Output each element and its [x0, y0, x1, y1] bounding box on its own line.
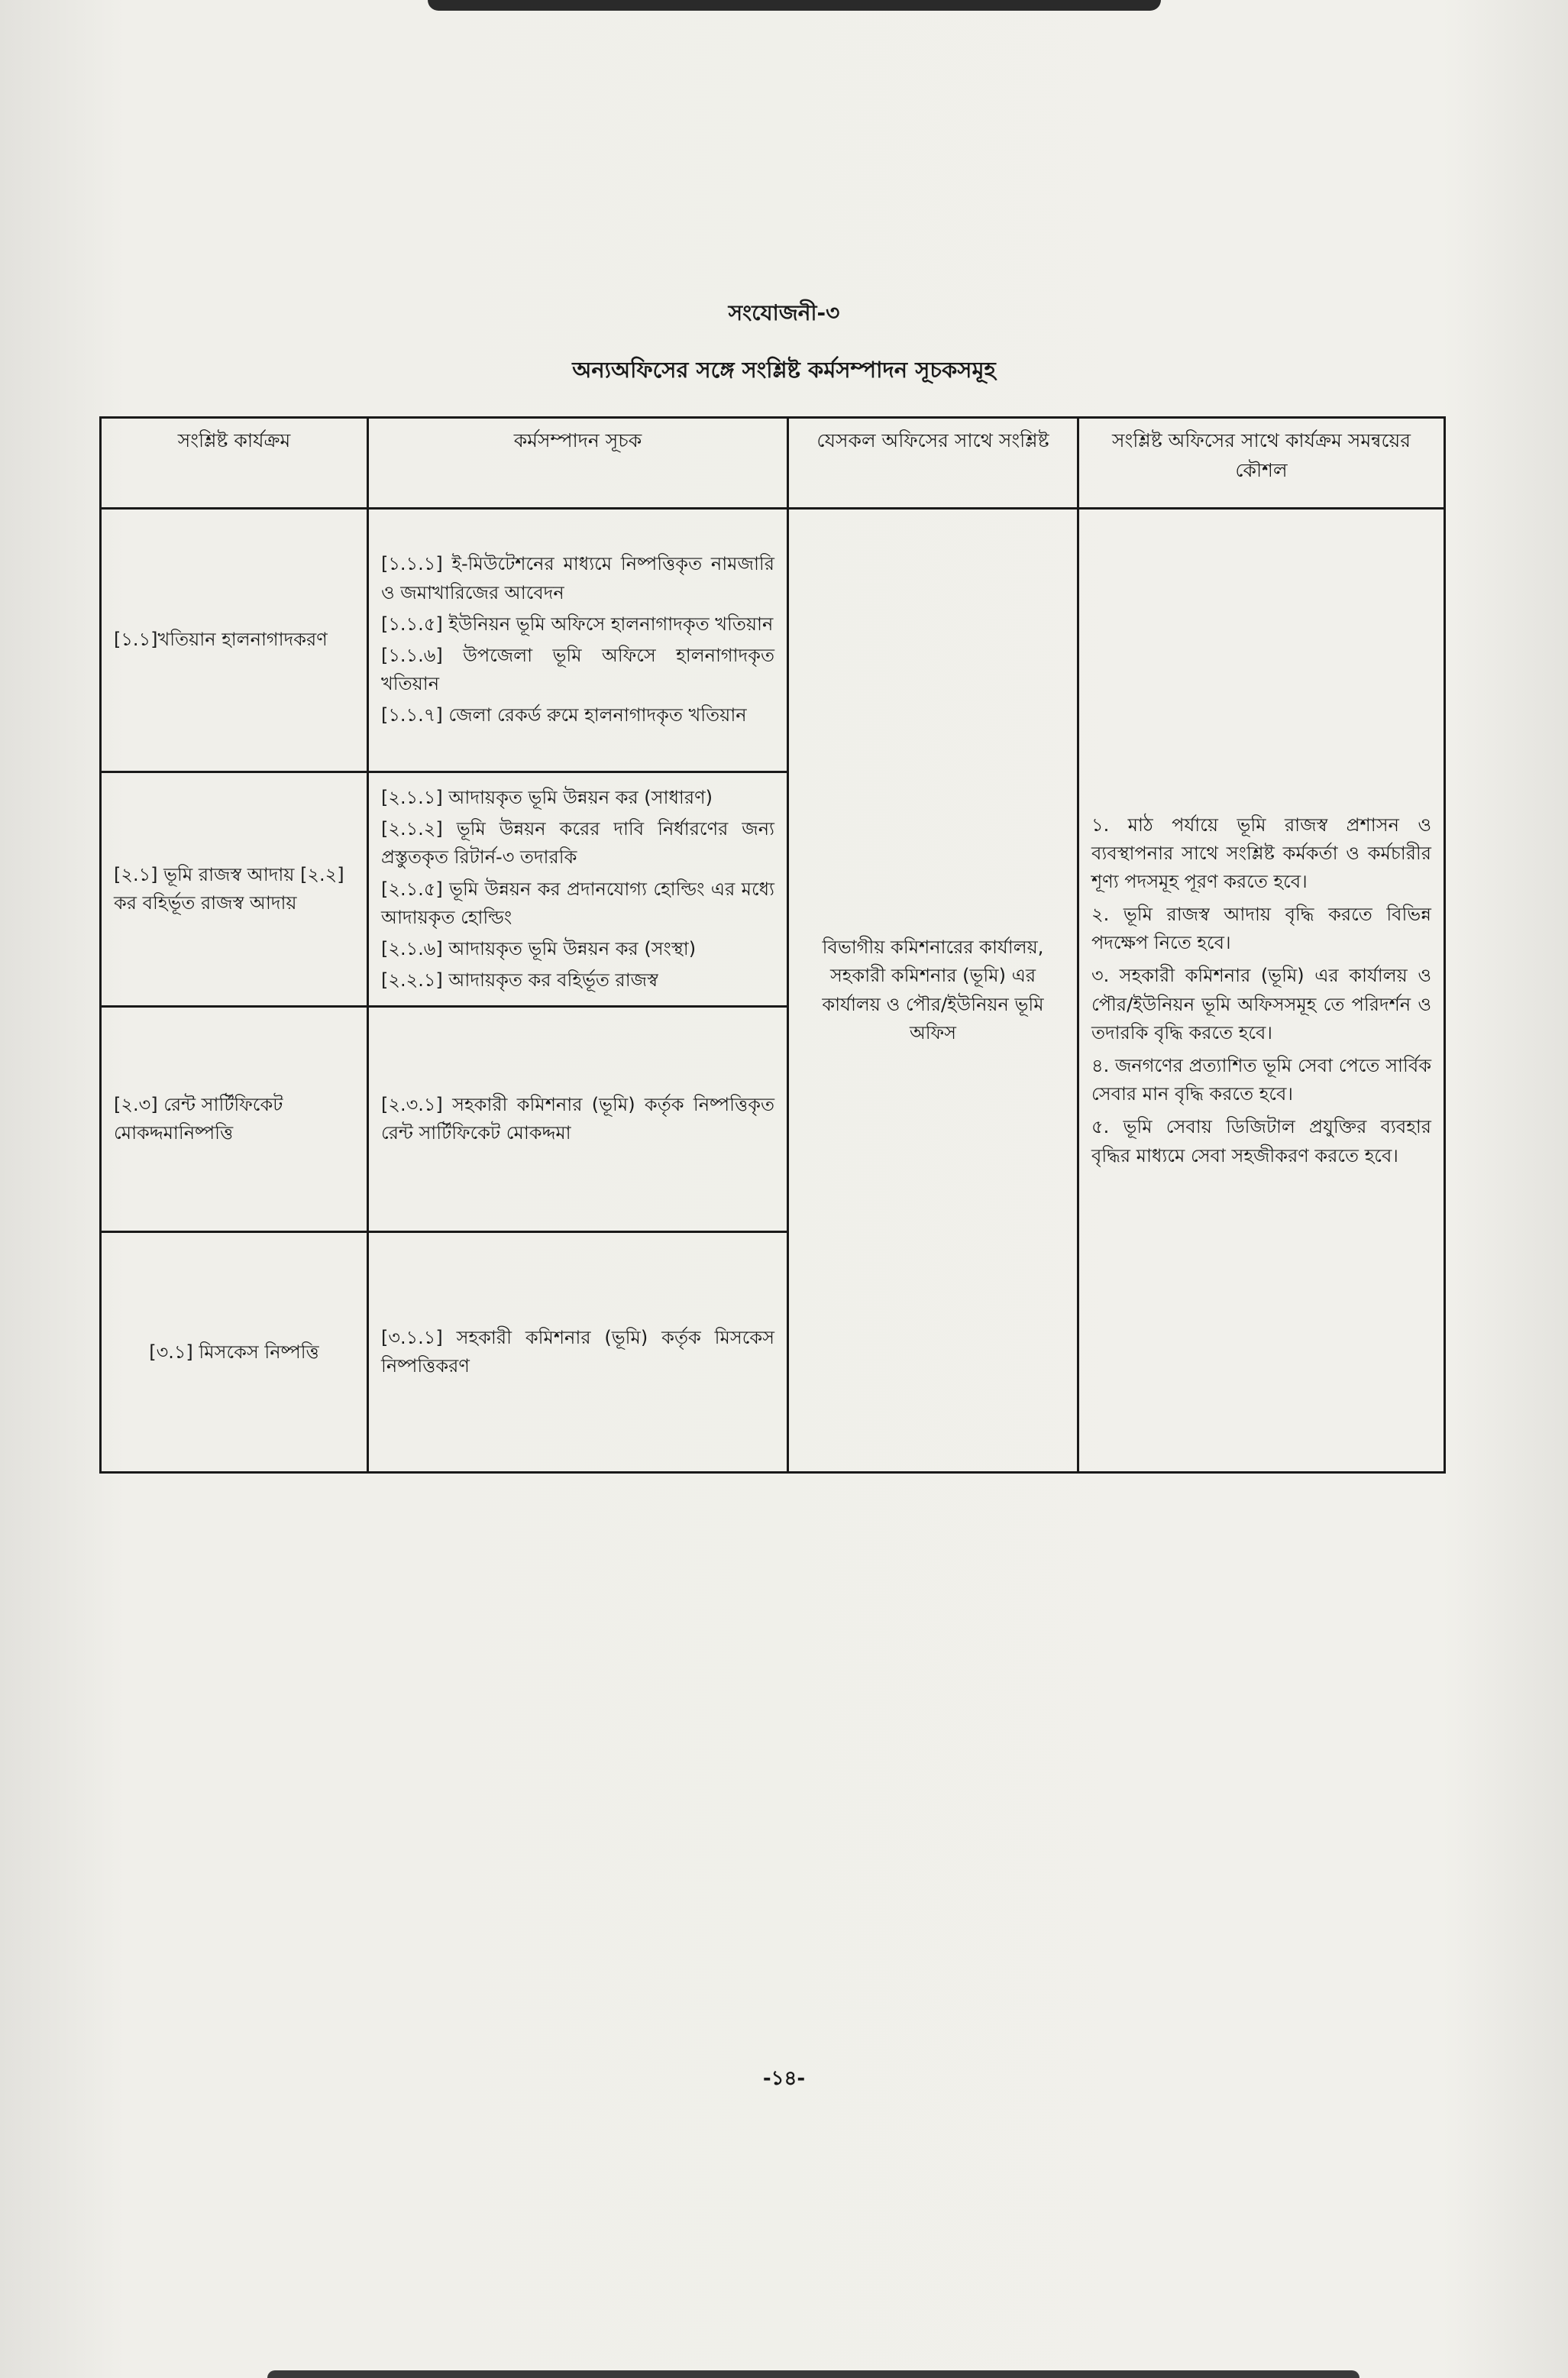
header-indicator: কর্মসম্পাদন সূচক — [368, 418, 788, 509]
strategy-item: ৫. ভূমি সেবায় ডিজিটাল প্রযুক্তির ব্যবহার বৃদ্ধির মাধ্যমে সেবা সহজীকরণ করতে হবে। — [1091, 1116, 1431, 1166]
scan-bottom-edge — [267, 2370, 1359, 2378]
indicator-item: [২.১.১] আদায়কৃত ভূমি উন্নয়ন কর (সাধারণ) — [381, 787, 713, 808]
strategy-item: ৪. জনগণের প্রত্যাশিত ভূমি সেবা পেতে সার্বিক সেবার মান বৃদ্ধি করতে হবে। — [1091, 1055, 1431, 1105]
indicator-item: [১.১.৫] ইউনিয়ন ভূমি অফিসে হালনাগাদকৃত খতিয়ান — [381, 613, 774, 635]
indicator-item: [১.১.১] ই-মিউটেশনের মাধ্যমে নিষ্পত্তিকৃত নামজারি ও জমাখারিজের আবেদন — [381, 553, 774, 603]
indicator-item: [১.১.৬] উপজেলা ভূমি অফিসে হালনাগাদকৃত খতিয়ান — [381, 645, 774, 695]
indicator-item: [২.২.১] আদায়কৃত কর বহির্ভূত রাজস্ব — [381, 969, 658, 992]
strategy-item: ২. ভূমি রাজস্ব আদায় বৃদ্ধি করতে বিভিন্ন পদক্ষেপ নিতে হবে। — [1091, 904, 1431, 954]
indicator-cell — [368, 509, 788, 772]
indicator-cell: [২.৩.১] সহকারী কমিশনার (ভূমি) কর্তৃক নিষ্পত্তিকৃত রেন্ট সার্টিফিকেট মোকদ্দমা — [368, 1007, 788, 1232]
page-number: -১৪- — [762, 2067, 806, 2090]
header-activity: সংশ্লিষ্ট কার্যক্রম — [101, 418, 368, 509]
table-header-row — [101, 418, 1445, 509]
document-title: অন্যঅফিসের সঙ্গে সংশ্লিষ্ট কর্মসম্পাদন সূচকসমূহ — [572, 357, 996, 383]
indicator-cell: [৩.১.১] সহকারী কমিশনার (ভূমি) কর্তৃক মিসকেস নিষ্পত্তিকরণ — [368, 1232, 788, 1473]
strategy-cell — [1078, 509, 1445, 1473]
annex-label: সংযোজনী-৩ — [728, 300, 840, 325]
indicator-cell — [368, 772, 788, 1007]
activity-cell: [২.৩] রেন্ট সার্টিফিকেট মোকদ্দমানিষ্পত্তি — [101, 1007, 368, 1232]
indicator-item: [২.১.৬] আদায়কৃত ভূমি উন্নয়ন কর (সংস্থা) — [381, 937, 697, 959]
header-offices: যেসকল অফিসের সাথে সংশ্লিষ্ট — [788, 418, 1078, 509]
indicator-item: [২.১.২] ভূমি উন্নয়ন করের দাবি নির্ধারণের জন্য প্রস্তুতকৃত রিটার্ন-৩ তদারকি — [381, 818, 774, 869]
activity-cell: [২.১] ভূমি রাজস্ব আদায় [২.২] কর বহির্ভূত রাজস্ব আদায় — [101, 772, 368, 1007]
indicator-table — [99, 416, 1446, 1474]
indicator-item: [১.১.৭] জেলা রেকর্ড রুমে হালনাগাদকৃত খতিয়ান — [381, 704, 747, 726]
activity-cell: [১.১]খতিয়ান হালনাগাদকরণ — [101, 509, 368, 772]
table-row — [101, 509, 1445, 772]
offices-cell: বিভাগীয় কমিশনারের কার্যালয়, সহকারী কমিশনার (ভূমি) এর কার্যালয় ও পৌর/ইউনিয়ন ভূমি অফিস — [788, 509, 1078, 1473]
indicator-item: [২.১.৫] ভূমি উন্নয়ন কর প্রদানযোগ্য হোল্ডিং এর মধ্যে আদায়কৃত হোল্ডিং — [381, 878, 774, 928]
scan-top-edge — [428, 0, 1161, 11]
header-strategy: সংশ্লিষ্ট অফিসের সাথে কার্যক্রম সমন্বয়ের কৌশল — [1078, 418, 1445, 509]
strategy-item: ৩. সহকারী কমিশনার (ভূমি) এর কার্যালয় ও পৌর/ইউনিয়ন ভূমি অফিসসমূহ তে পরিদর্শন ও তদারকি বৃদ্ধি করতে হবে। — [1091, 965, 1431, 1043]
strategy-item: ১. মাঠ পর্যায়ে ভূমি রাজস্ব প্রশাসন ও ব্যবস্থাপনার সাথে সংশ্লিষ্ট কর্মকর্তা ও কর্মচারীর শূণ্য পদসমূহ পূরণ করতে হবে। — [1091, 814, 1431, 892]
activity-cell: [৩.১] মিসকেস নিষ্পত্তি — [101, 1232, 368, 1473]
